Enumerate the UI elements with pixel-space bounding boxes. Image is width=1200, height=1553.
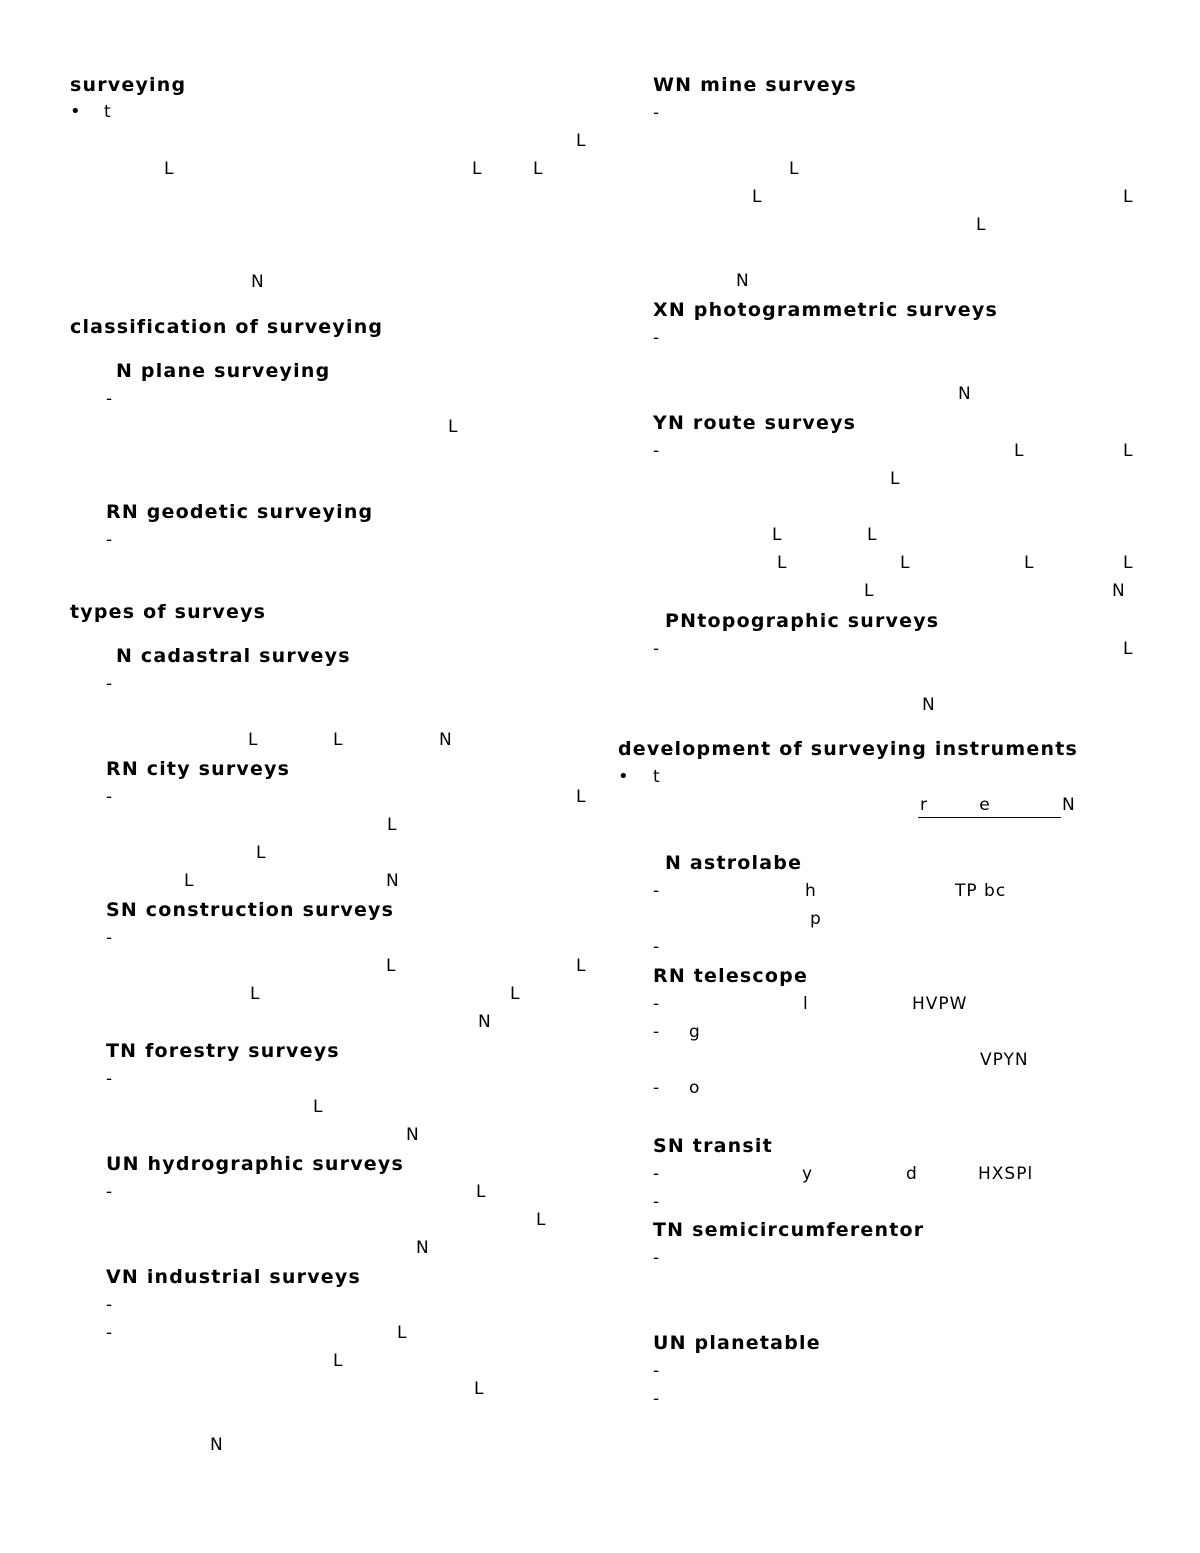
heading-types-of-surveys: types of surveys (70, 601, 267, 623)
dash: - (653, 937, 661, 957)
bullet-marker: • (618, 766, 629, 787)
glyph: L (789, 159, 800, 179)
glyph: L (900, 553, 911, 573)
dash: - (653, 881, 661, 901)
heading-surveying: surveying (70, 74, 187, 96)
glyph: h (805, 881, 817, 901)
dash: - (106, 389, 114, 409)
glyph: p (810, 909, 822, 929)
subheading-transit: SN transit (653, 1135, 773, 1157)
subheading-telescope: RN telescope (653, 965, 809, 987)
glyph: N (386, 871, 400, 891)
subheading-photogrammetric-surveys: XN photogrammetric surveys (653, 299, 998, 321)
dash: - (106, 1069, 114, 1089)
glyph: L (1123, 187, 1134, 207)
glyph: L (333, 1351, 344, 1371)
glyph: L (1123, 441, 1134, 461)
glyph: L (250, 984, 261, 1004)
glyph: N (416, 1238, 430, 1258)
subheading-semicircumferentor: TN semicircumferentor (653, 1219, 925, 1241)
glyph: N (736, 271, 750, 291)
glyph: o (689, 1078, 701, 1098)
dash: - (653, 1164, 661, 1184)
glyph: L (890, 469, 901, 489)
glyph: L (386, 956, 397, 976)
dash: - (106, 1323, 114, 1343)
glyph: L (184, 871, 195, 891)
subheading-topographic-surveys: PNtopographic surveys (665, 610, 940, 632)
glyph: L (777, 553, 788, 573)
subheading-hydrographic-surveys: UN hydrographic surveys (106, 1153, 404, 1175)
subheading-route-surveys: YN route surveys (653, 412, 857, 434)
glyph: L (976, 215, 987, 235)
subheading-mine-surveys: WN mine surveys (653, 74, 857, 96)
subheading-forestry-surveys: TN forestry surveys (106, 1040, 340, 1062)
glyph: L (164, 159, 175, 179)
dash: - (653, 328, 661, 348)
subheading-planetable: UN planetable (653, 1332, 821, 1354)
glyph: L (1014, 441, 1025, 461)
glyph: N (210, 1435, 224, 1455)
glyph: L (397, 1323, 408, 1343)
glyph: L (867, 525, 878, 545)
subheading-city-surveys: RN city surveys (106, 758, 291, 780)
subheading-geodetic-surveying: RN geodetic surveying (106, 501, 374, 523)
dash: - (106, 1295, 114, 1315)
glyph: L (576, 787, 587, 807)
glyph: l (803, 994, 809, 1014)
glyph: L (1123, 639, 1134, 659)
bullet-text: t (653, 767, 661, 787)
dash: - (106, 530, 114, 550)
subheading-astrolabe: N astrolabe (665, 852, 803, 874)
glyph: d (906, 1164, 918, 1184)
dash: - (106, 928, 114, 948)
glyph: L (533, 159, 544, 179)
glyph: g (689, 1022, 701, 1042)
heading-development-of-instruments: development of surveying instruments (618, 738, 1079, 760)
glyph: L (448, 417, 459, 437)
glyph: L (387, 815, 398, 835)
glyph: L (248, 730, 259, 750)
glyph: N (922, 695, 936, 715)
heading-classification: classification of surveying (70, 316, 384, 338)
glyph: VPYN (980, 1050, 1029, 1070)
glyph: L (772, 525, 783, 545)
bullet-text: t (104, 102, 112, 122)
glyph: N (1112, 581, 1126, 601)
link-text[interactable]: r e (920, 795, 991, 815)
glyph: y (802, 1164, 814, 1184)
subheading-plane-surveying: N plane surveying (116, 360, 331, 382)
glyph: L (864, 581, 875, 601)
glyph: N (958, 384, 972, 404)
dash: - (106, 1182, 114, 1202)
glyph: N (478, 1012, 492, 1032)
glyph: TP bc (955, 881, 1007, 901)
glyph: L (576, 131, 587, 151)
bullet-marker: • (70, 101, 81, 122)
glyph: L (576, 956, 587, 976)
glyph: L (510, 984, 521, 1004)
glyph: N (406, 1125, 420, 1145)
glyph: L (313, 1097, 324, 1117)
glyph: L (474, 1379, 485, 1399)
glyph: L (476, 1182, 487, 1202)
dash: - (653, 1192, 661, 1212)
glyph: N (251, 272, 265, 292)
dash: - (653, 1361, 661, 1381)
glyph: L (472, 159, 483, 179)
glyph: L (256, 843, 267, 863)
glyph: L (1123, 553, 1134, 573)
glyph: N (439, 730, 453, 750)
dash: - (653, 1078, 661, 1098)
glyph: L (752, 187, 763, 207)
dash: - (653, 103, 661, 123)
glyph: HXSPl (978, 1164, 1034, 1184)
subheading-construction-surveys: SN construction surveys (106, 899, 395, 921)
dash: - (653, 441, 661, 461)
subheading-industrial-surveys: VN industrial surveys (106, 1266, 361, 1288)
glyph: N (1062, 795, 1076, 815)
glyph: L (536, 1210, 547, 1230)
dash: - (653, 639, 661, 659)
glyph: L (333, 730, 344, 750)
dash: - (653, 1389, 661, 1409)
link-underline (918, 817, 1061, 818)
dash: - (653, 1022, 661, 1042)
subheading-cadastral-surveys: N cadastral surveys (116, 645, 351, 667)
dash: - (653, 1248, 661, 1268)
glyph: HVPW (912, 994, 968, 1014)
dash: - (106, 674, 114, 694)
dash: - (653, 994, 661, 1014)
glyph: L (1024, 553, 1035, 573)
dash: - (106, 787, 114, 807)
